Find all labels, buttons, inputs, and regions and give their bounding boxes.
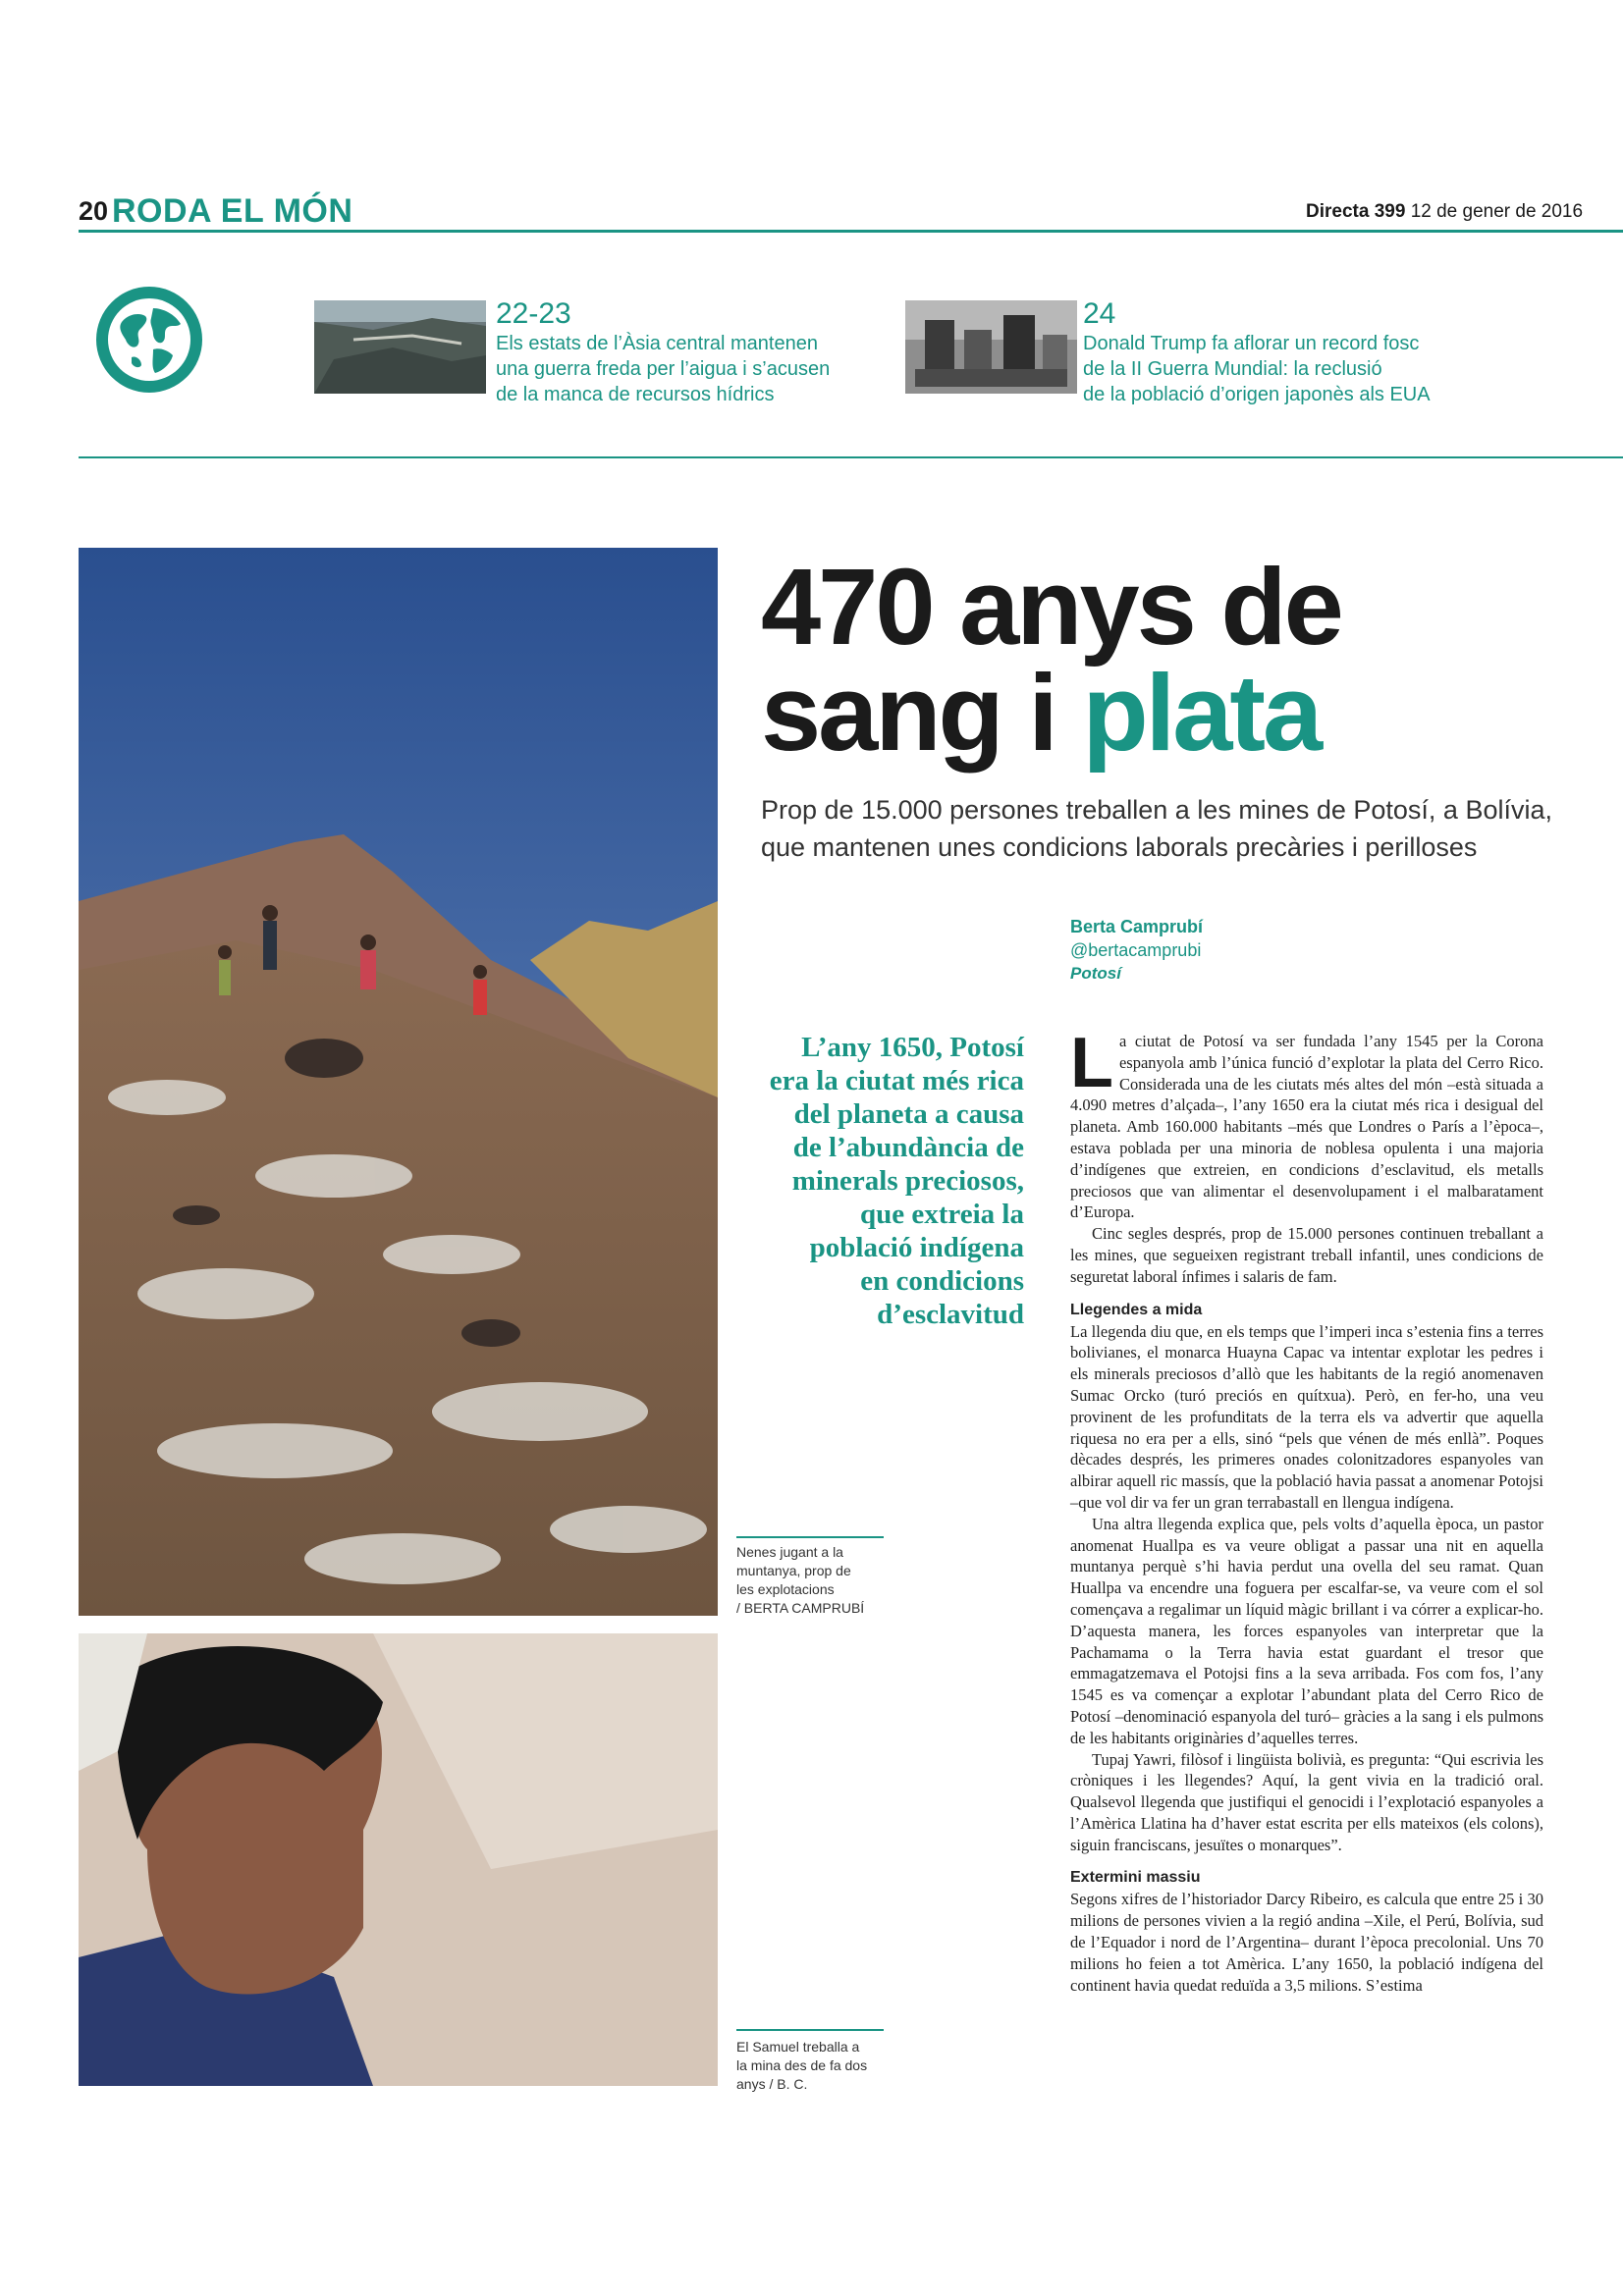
caption-photo-1: [736, 1543, 884, 1618]
teaser-1-line: una guerra freda per l’aigua i s’acusen: [496, 358, 831, 380]
caption-line: / BERTA CAMPRUBÍ: [736, 1600, 865, 1616]
teaser-image-aral[interactable]: [314, 300, 486, 394]
pull-quote-line: era la ciutat més rica: [769, 1065, 1024, 1096]
headline-text: sang i: [761, 653, 1083, 774]
drop-cap: L: [1070, 1024, 1113, 1102]
pull-quote-line: que extreia la: [860, 1199, 1024, 1230]
body-paragraph: Una altra llegenda explica que, pels volts d’aquella època, un pastor anomenat Huallpa es va veure obligat a passar una nit en aquella muntanya perquè s’hi havia perdut una ovella del seu ramat. Quan Huallpa va encendre una foguera per escalfar-se, va veure com el sol començava a regalimar un líquid màgic brillant i va córrer a explicar-ho. D’aquesta manera, les forces espanyoles van interpretar que la Pachamama o la Terra havia estat guardant el tresor que emmagatzemava el Potojsi fins a la seva arribada. Fos com fos, l’any 1545 es va començar a explotar l’abundant plata del Cerro Rico de Potosí –denominació espanyola del turó– gràcies a la sang i els pulmons de les habitants originàries d’aquelles terres.: [1070, 1514, 1543, 1747]
body-paragraph: Segons xifres de l’historiador Darcy Ribeiro, es calcula que entre 25 i 30 milions de persones vivien a la regió andina –Xile, el Perú, Bolívia, sud de l’Equador i nord de l’Argentina– durant l’època precolonial. Uns 70 milions ho feien a tot Amèrica. L’any 1650, la població indígena del continent havia quedat reduïda a 3,5 milions. S’estima: [1070, 1890, 1543, 1995]
teaser-2-text[interactable]: [1083, 331, 1456, 407]
headline-line-1: 470 anys de: [761, 547, 1341, 667]
author-handle[interactable]: @bertacamprubi: [1070, 940, 1202, 960]
teaser-2-line: Donald Trump fa aflorar un record fosc: [1083, 333, 1420, 354]
globe-icon: [94, 285, 204, 395]
caption-line: anys / B. C.: [736, 2076, 808, 2092]
caption-line: les explotacions: [736, 1581, 835, 1597]
caption-photo-2: [736, 2038, 884, 2094]
teaser-image-trump[interactable]: [905, 300, 1077, 394]
teaser-2-line: de la població d’origen japonès als EUA: [1083, 384, 1431, 405]
teaser-1-line: Els estats de l’Àsia central mantenen: [496, 333, 818, 354]
dateline-location: Potosí: [1070, 964, 1121, 983]
pull-quote-line: L’any 1650, Potosí: [801, 1032, 1024, 1063]
teaser-1-text[interactable]: [496, 331, 849, 407]
subhead-legends: Llegendes a mida: [1070, 1301, 1203, 1318]
teaser-1-pages: 22-23: [496, 297, 571, 330]
teaser-rule: [79, 456, 1623, 458]
standfirst-line: que mantenen unes condicions laborals precàries i perilloses: [761, 832, 1478, 862]
standfirst: [761, 791, 1566, 866]
teaser-2-line: de la II Guerra Mundial: la reclusió: [1083, 358, 1382, 380]
pull-quote-line: de l’abundància de: [792, 1132, 1024, 1163]
body-paragraph: La llegenda diu que, en els temps que l’imperi inca s’estenia fins a terres bolivianes, el monarca Huayna Capac va intentar explotar les pedres i els minerals preciosos d’allò que les habitants de la regió anomenaven Sumac Orcko (turó preciós en quítxua). Però, en fer-ho, una veu provinent de les profunditats de la terra els va advertir que aquella riquesa no era per a ells, sinó “pels que vénen de més enllà”. Poques dècades després, les primeres onades colonitzadores espanyoles van albirar aquell ric massís, que la població havia passat a anomenar Potojsi –que vol dir va fer un gran terrabastall en llengua indígena.: [1070, 1321, 1543, 1512]
teaser-2-pages: 24: [1083, 297, 1116, 330]
caption-line: muntanya, prop de: [736, 1563, 851, 1578]
pull-quote-line: minerals preciosos,: [791, 1165, 1024, 1197]
pull-quote-line: en condicions: [860, 1265, 1024, 1297]
headline-line-2: [761, 653, 1546, 774]
photo-children-mountain: [79, 548, 718, 1616]
headline: [761, 547, 1546, 774]
subhead-extermination: Extermini massiu: [1070, 1869, 1201, 1887]
caption-line: Nenes jugant a la: [736, 1544, 843, 1560]
body-text: a ciutat de Potosí va ser fundada l’any 1545 per la Corona espanyola amb l’única funció d’explotar la plata del Cerro Rico. Considerada una de les ciutats més altes del món –està situada a 4.090 metres d’alçada–, l’any 1650 era la ciutat més rica i desigual del planeta. Amb 160.000 habitants –més que Londres o París a l’època–, estava poblada per una minoria de noblesa opulenta i una majoria d’indígenes que extreien, en condicions d’esclavitud, els metalls preciosos que van alimentar el desenvolupament i el malbaratament d’Europa.: [1070, 1032, 1543, 1222]
teaser-1-line: de la manca de recursos hídrics: [496, 384, 775, 405]
pull-quote: [746, 1031, 1024, 1331]
caption-line: la mina des de fa dos: [736, 2057, 868, 2073]
article-body: [1070, 1024, 1543, 1996]
section-title: RODA EL MÓN: [112, 192, 353, 230]
caption-rule: [736, 2029, 884, 2031]
page-number: 20: [79, 196, 109, 226]
author-name: Berta Camprubí: [1070, 917, 1204, 936]
issue-date: 12 de gener de 2016: [1410, 201, 1584, 222]
photo-samuel: [79, 1633, 718, 2086]
body-paragraph: Tupaj Yawri, filòsof i lingüista bolivià, es pregunta: “Qui escrivia les cròniques i les llegendes? Aquí, la gent vivia en la tradició oral. Qualsevol llegenda que justifiqui el genocidi i l’explotació espanyoles a l’Amèrica Llatina ha d’haver estat escrita per ells mateixos (els colons), siguin franciscans, jesuïtes o monarques”.: [1070, 1749, 1543, 1854]
caption-rule: [736, 1536, 884, 1538]
pull-quote-line: del planeta a causa: [793, 1098, 1024, 1130]
publication-name: Directa 399: [1306, 201, 1406, 222]
body-paragraph: [1070, 1024, 1543, 1223]
standfirst-line: Prop de 15.000 persones treballen a les mines de Potosí, a Bolívia,: [761, 795, 1552, 825]
pull-quote-line: població indígena: [809, 1232, 1024, 1263]
headline-accent-word: plata: [1082, 653, 1321, 774]
pull-quote-line: d’esclavitud: [877, 1299, 1024, 1330]
header-rule: [79, 230, 1623, 233]
caption-line: El Samuel treballa a: [736, 2039, 860, 2055]
body-paragraph: Cinc segles després, prop de 15.000 persones continuen treballant a les mines, que segueixen registrant treball infantil, unes condicions de seguretat laboral ínfimes i salaris de fam.: [1070, 1224, 1543, 1286]
issue-info: [1306, 201, 1583, 223]
